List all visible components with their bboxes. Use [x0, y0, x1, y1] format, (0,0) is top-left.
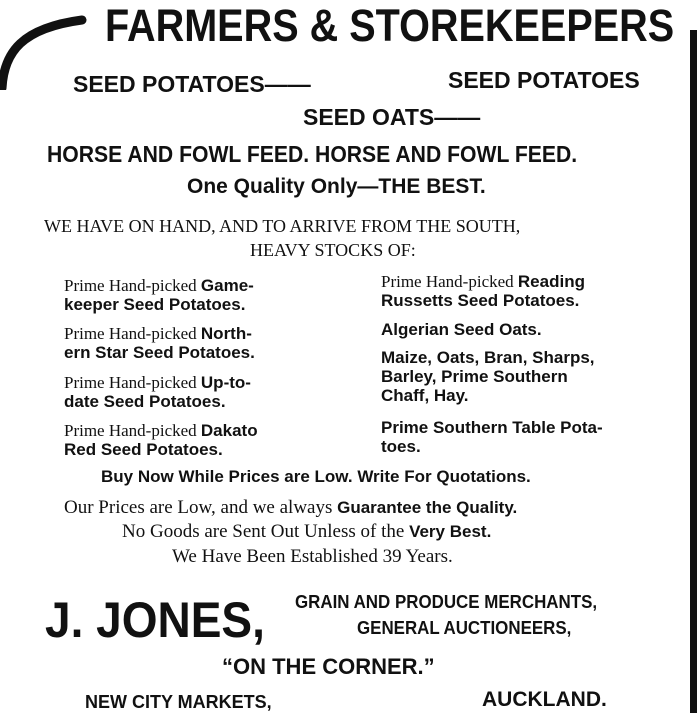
buy-now-line: Buy Now While Prices are Low. Write For Quotations. [101, 467, 531, 486]
quality-line: One Quality Only—THE BEST. [187, 175, 486, 198]
prices-line: Our Prices are Low, and we always Guarantee the Quality. [64, 497, 518, 518]
ad-title: FARMERS & STOREKEEPERS [105, 0, 675, 51]
right-item-4: Prime Southern Table Pota- toes. [381, 418, 603, 456]
merchant-name: J. JONES, [45, 592, 265, 648]
seed-potatoes-right: SEED POTATOES [448, 67, 640, 93]
right-item-3: Maize, Oats, Bran, Sharps, Barley, Prime Southern Chaff, Hay. [381, 348, 595, 405]
location-left: NEW CITY MARKETS, [85, 692, 272, 712]
seed-oats: SEED OATS—— [303, 104, 481, 130]
intro-line-2: HEAVY STOCKS OF: [250, 240, 416, 260]
merchant-slogan: “ON THE CORNER.” [222, 654, 435, 679]
right-item-1: Prime Hand-picked Reading Russetts Seed Potatoes. [381, 272, 585, 310]
merchant-role-1: GRAIN AND PRODUCE MERCHANTS, [295, 592, 598, 612]
left-item-1: Prime Hand-picked Game- keeper Seed Potatoes. [64, 276, 254, 314]
left-item-2: Prime Hand-picked North- ern Star Seed Potatoes. [64, 324, 255, 362]
seed-potatoes-left: SEED POTATOES—— [73, 71, 311, 97]
left-item-4: Prime Hand-picked Dakato Red Seed Potatoes. [64, 421, 258, 459]
right-border-rule [690, 30, 697, 713]
feed-line: HORSE AND FOWL FEED. HORSE AND FOWL FEED. [47, 141, 578, 167]
established-line: We Have Been Established 39 Years. [172, 546, 453, 567]
left-item-3: Prime Hand-picked Up-to- date Seed Potatoes. [64, 373, 251, 411]
location-right: AUCKLAND. [482, 688, 607, 711]
right-item-2: Algerian Seed Oats. [381, 320, 542, 339]
goods-line: No Goods are Sent Out Unless of the Very Best. [122, 521, 492, 542]
intro-line-1: WE HAVE ON HAND, AND TO ARRIVE FROM THE SOUTH, [44, 216, 521, 236]
merchant-role-2: GENERAL AUCTIONEERS, [357, 618, 572, 638]
